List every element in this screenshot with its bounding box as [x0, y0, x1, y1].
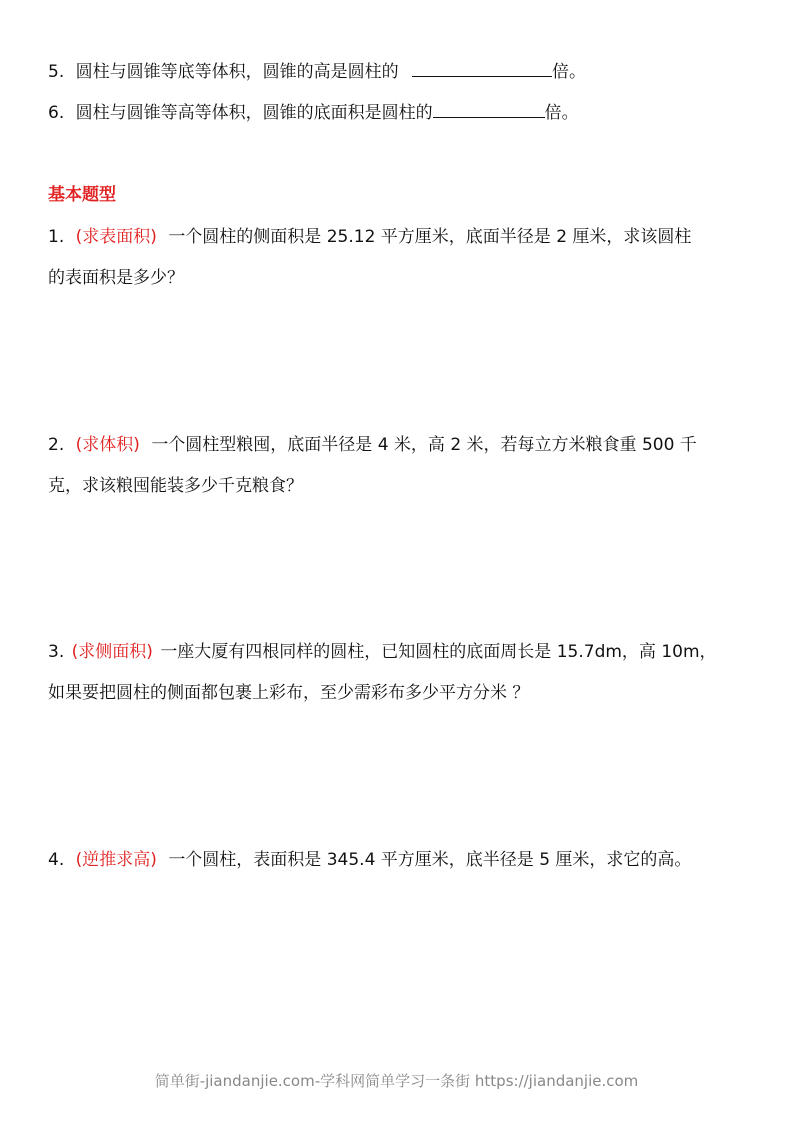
problem-4-line-1: [48, 848, 691, 872]
problem-2-line-2: 克，求该粮囤能装多少千克粮食？: [48, 476, 303, 496]
problem-tag: (求侧面积): [71, 642, 153, 662]
problem-2-line-1: [48, 433, 697, 457]
item-suffix: 倍。: [544, 103, 579, 123]
fill-in-item-5: [48, 58, 586, 84]
problem-text: 一座大厦有四根同样的圆柱，已知圆柱的底面周长是 15.7dm，高 10m，: [160, 642, 717, 662]
problem-tag: (逆推求高): [75, 850, 157, 870]
fill-in-item-6: [48, 99, 579, 125]
item-text: 圆柱与圆锥等高等体积，圆锥的底面积是圆柱的: [75, 103, 433, 123]
problem-3-line-1: [48, 640, 717, 664]
problem-tag: (求表面积): [75, 227, 157, 247]
answer-blank[interactable]: [412, 58, 552, 77]
problem-number: 4.: [48, 850, 65, 870]
problem-tag: (求体积): [75, 435, 140, 455]
problem-3-line-2: 如果要把圆柱的侧面都包裹上彩布，至少需彩布多少平方分米 ？: [48, 683, 530, 703]
item-text: 圆柱与圆锥等底等体积，圆锥的高是圆柱的: [75, 62, 399, 82]
item-suffix: 倍。: [552, 62, 587, 82]
item-number: 6.: [48, 103, 65, 123]
answer-blank[interactable]: [433, 99, 545, 118]
problem-number: 3.: [48, 642, 65, 662]
problem-number: 2.: [48, 435, 65, 455]
problem-number: 1.: [48, 227, 65, 247]
section-title: 基本题型: [48, 185, 116, 205]
item-number: 5.: [48, 62, 65, 82]
problem-text: 一个圆柱，表面积是 345.4 平方厘米，底半径是 5 厘米，求它的高。: [168, 850, 692, 870]
problem-1-line-2: 的表面积是多少？: [48, 268, 184, 288]
problem-1-line-1: [48, 225, 691, 249]
problem-text: 一个圆柱型粮囤，底面半径是 4 米，高 2 米，若每立方米粮食重 500 千: [151, 435, 697, 455]
problem-text: 一个圆柱的侧面积是 25.12 平方厘米，底面半径是 2 厘米，求该圆柱: [168, 227, 692, 247]
footer-watermark: 简单街-jiandanjie.com-学科网简单学习一条街 https://jiandanjie.com: [154, 1072, 639, 1090]
